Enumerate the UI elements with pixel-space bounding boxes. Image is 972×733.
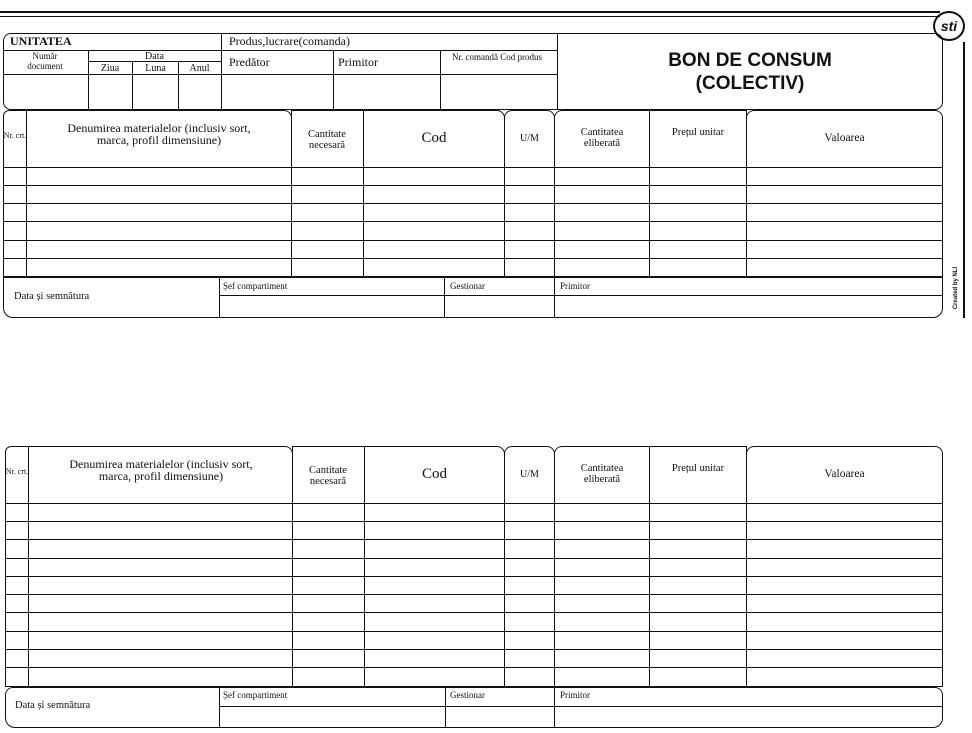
date-underline bbox=[88, 61, 221, 62]
table2-row-line bbox=[5, 631, 943, 632]
product-label: Produs,lucrare(comanda) bbox=[229, 34, 350, 48]
table2-row-line bbox=[5, 667, 943, 668]
table1-row-line bbox=[3, 258, 943, 259]
header-vline-order bbox=[440, 50, 441, 110]
table1-header-name: Denumirea materialelor (inclusiv sort, marca, profil dimensiune) bbox=[67, 121, 251, 147]
footer2-date-sig: Data și semnătura bbox=[15, 700, 91, 711]
footer2-vline bbox=[445, 687, 446, 728]
top-rule-thick bbox=[0, 11, 940, 13]
table2-header-name: Denumirea materialelor (inclusiv sort, marca, profil dimensiune) bbox=[69, 457, 253, 483]
footer1-mid-line bbox=[219, 295, 943, 296]
table1-row-line bbox=[3, 185, 943, 186]
table1-header-qty: Cantitate necesară bbox=[308, 129, 346, 151]
date-label: Data bbox=[145, 51, 164, 62]
day-label: Ziua bbox=[100, 63, 120, 74]
table1-row-line bbox=[3, 221, 943, 222]
table2-row-line bbox=[5, 594, 943, 595]
header-vline-month bbox=[178, 61, 179, 110]
table1-row-line bbox=[3, 203, 943, 204]
table1-row-line bbox=[3, 167, 943, 168]
year-label: Anul bbox=[189, 63, 210, 74]
table2-col-um bbox=[504, 446, 555, 687]
footer1-manager: Gestionar bbox=[450, 281, 485, 291]
header-vline-main bbox=[221, 33, 222, 110]
table2-header-nr: Nr. crt. bbox=[5, 467, 29, 476]
table2-header-value: Valoarea bbox=[824, 468, 865, 480]
table2-row-line bbox=[5, 503, 943, 504]
table1-header-nr: Nr. crt. bbox=[3, 131, 27, 140]
table2-header-um: U/M bbox=[520, 469, 539, 480]
side-rule bbox=[963, 42, 965, 318]
table2-header-price: Prețul unitar bbox=[671, 463, 725, 474]
header-line-2 bbox=[3, 74, 558, 75]
title-line-1: BON DE CONSUM bbox=[668, 50, 832, 71]
table2-col-nr bbox=[5, 446, 29, 687]
table2-col-price bbox=[649, 446, 747, 687]
table2-col-value bbox=[746, 446, 943, 687]
table2-row-line bbox=[5, 576, 943, 577]
footer1-receiver: Primitor bbox=[560, 281, 591, 291]
table2-header-qty: Cantitate necesară bbox=[309, 465, 347, 487]
logo-text: sti bbox=[940, 18, 958, 34]
table2-header-code: Cod bbox=[421, 466, 447, 482]
footer1-dept-head: Șef compartiment bbox=[223, 281, 288, 291]
header-vline-giver bbox=[333, 50, 334, 110]
footer1-vline bbox=[219, 277, 220, 318]
title-line-2: (COLECTIV) bbox=[695, 73, 805, 94]
unit-label: UNITATEA bbox=[10, 34, 72, 48]
doc-number-label: Număr document bbox=[27, 51, 63, 71]
receiver-label: Primitor bbox=[338, 55, 379, 69]
table2-row-line bbox=[5, 521, 943, 522]
header-title-box bbox=[557, 33, 943, 110]
table1-row-line bbox=[3, 240, 943, 241]
table2-col-code bbox=[364, 446, 505, 687]
footer2-manager: Gestionar bbox=[450, 690, 485, 700]
table1-header-released: Cantitatea eliberată bbox=[580, 127, 624, 149]
order-label: Nr. comandă Cod produs bbox=[452, 52, 542, 62]
giver-label: Predător bbox=[229, 55, 270, 69]
footer1-date-sig: Data și semnătura bbox=[14, 291, 90, 302]
table1-header-price: Prețul unitar bbox=[671, 127, 725, 138]
header-vline-day bbox=[132, 61, 133, 110]
header-line-1 bbox=[3, 50, 558, 51]
month-label: Luna bbox=[145, 63, 166, 74]
footer2-mid-line bbox=[219, 706, 943, 707]
footer2-vline bbox=[554, 687, 555, 728]
footer2-dept-head: Șef compartiment bbox=[223, 690, 288, 700]
table1-header-um: U/M bbox=[520, 133, 539, 144]
footer1-vline bbox=[554, 277, 555, 318]
top-rule-thin bbox=[0, 16, 940, 17]
footer2-receiver: Primitor bbox=[560, 690, 591, 700]
table2-row-line bbox=[5, 539, 943, 540]
footer1-vline bbox=[444, 277, 445, 318]
table2-row-line bbox=[5, 558, 943, 559]
table2-row-line bbox=[5, 649, 943, 650]
table1-header-value: Valoarea bbox=[824, 132, 865, 144]
table1-header-code: Cod bbox=[421, 130, 447, 146]
footer2-vline bbox=[219, 687, 220, 728]
side-credit-text: Created by NLI bbox=[953, 266, 959, 310]
table2-header-released: Cantitatea eliberată bbox=[580, 463, 624, 485]
table2-row-line bbox=[5, 612, 943, 613]
